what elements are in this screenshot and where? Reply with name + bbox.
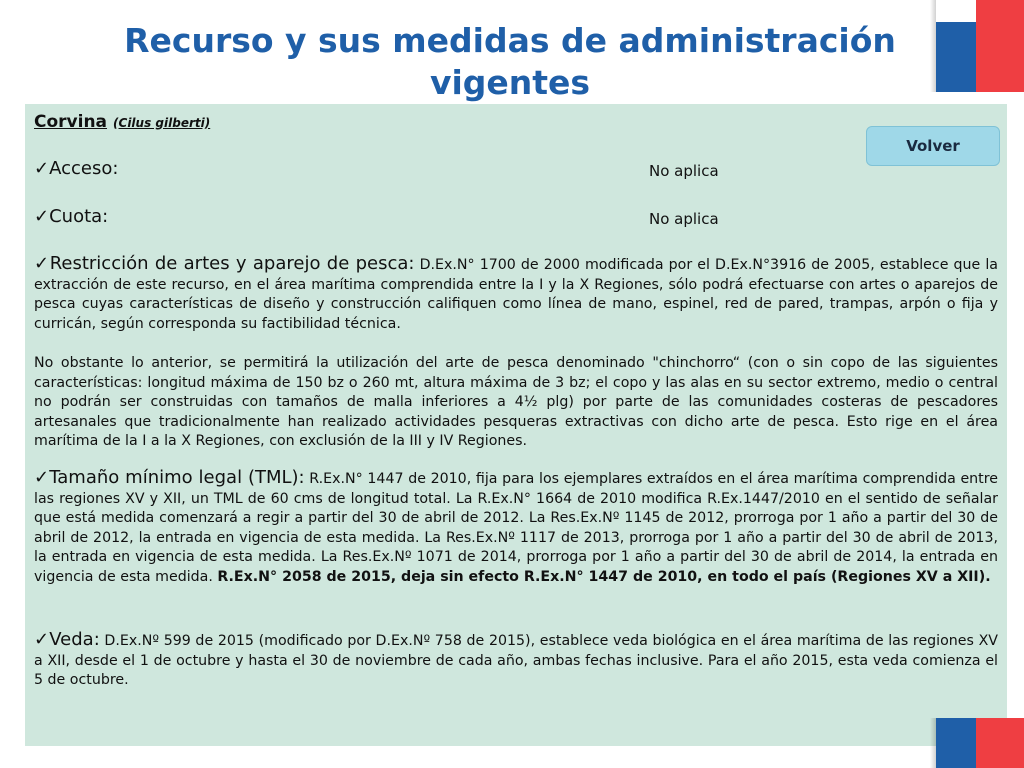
checkmark-icon: ✓ (34, 158, 50, 179)
acceso-row (34, 158, 719, 180)
species-heading (34, 112, 998, 132)
veda-lead: Veda: (49, 629, 100, 650)
species-common-name: Corvina (34, 112, 108, 132)
no-obstante-paragraph: No obstante lo anterior, se permitirá la utilización del arte de pesca denominado "chinchorro“ (con o sin copo de las siguientes características: longitud máxima de 150 bz o 260 mt, altura máxima de 3 bz; el copo y las alas en su sector extremo, medio o central no podrán ser construidas con tamaños de malla inferiores a 4½ plg) por parte de las comunidades costeras de pescadores artesanales que tradicionalmente han realizado actividades pesqueras extractivas con dicho arte de pesca. Esto rige en el área marítima de la I a la X Regiones, con exclusión de la III y IV Regiones. (34, 355, 998, 449)
acceso-value: No aplica (649, 162, 719, 180)
tml-paragraph (34, 468, 998, 587)
veda-text: D.Ex.Nº 599 de 2015 (modificado por D.Ex.Nº 758 de 2015), establece veda biológica en el área marítima de las regiones XV a XII, desde el 1 de octubre y hasta el 30 de noviembre de cada año, ambas fechas inclusive. Para el año 2015, esta veda comienza el 5 de octubre. (34, 633, 998, 688)
chile-flag-decoration-bottom (936, 718, 1024, 768)
restriccion-text: D.Ex.N° 1700 de 2000 modificada por el D.Ex.N°3916 de 2005, establece que la extracción de este recurso, en el área marítima comprendida entre la I y la X Regiones, sólo podrá efectuarse con artes o aparejos de pesca cuyas características de diseño y construcción califiquen como línea de mano, espinel, red de pared, trampas, arpón o fija y curricán, según corresponda su factibilidad técnica. (34, 257, 998, 332)
tml-text: R.Ex.N° 1447 de 2010, fija para los ejemplares extraídos en el área marítima comprendida entre las regiones XV y XII, un TML de 60 cms de longitud total. La R.Ex.N° 1664 de 2010 modifica R.Ex.1447/2010 en el sentido de señalar que está medida comenzará a regir a partir del 30 de abril de 2012. La Res.Ex.Nº 1145 de 2012, prorroga por 1 año a partir del 30 de abril de 2012, la entrada en vigencia de esta medida. La Res.Ex.Nº 1117 de 2013, prorroga por 1 año a partir del 30 de abril de 2013, la entrada en vigencia de esta medida. La Res.Ex.Nº 1071 de 2014, prorroga por 1 año a partir del 30 de abril de 2014, la entrada en vigencia de esta medida. (34, 471, 998, 585)
cuota-label: Cuota: (49, 206, 109, 227)
species-scientific-name: (Cilus gilberti) (113, 116, 211, 130)
tml-lead: Tamaño mínimo legal (TML): (49, 467, 305, 488)
veda-paragraph (34, 630, 998, 691)
checkmark-icon: ✓ (34, 253, 50, 274)
tml-bold-text: R.Ex.N° 2058 de 2015, deja sin efecto R.Ex.N° 1447 de 2010, en todo el país (Regiones XV a XII). (217, 568, 991, 585)
acceso-label: Acceso: (49, 158, 119, 179)
cuota-value: No aplica (649, 210, 719, 228)
cuota-row (34, 206, 719, 228)
content-panel (25, 104, 1007, 746)
restriccion-lead: Restricción de artes y aparejo de pesca: (49, 253, 415, 274)
checkmark-icon: ✓ (34, 206, 50, 227)
checkmark-icon: ✓ (34, 629, 50, 650)
chile-flag-decoration-top (936, 0, 1024, 92)
checkmark-icon: ✓ (34, 467, 50, 488)
restriccion-paragraph (34, 254, 998, 334)
volver-button[interactable]: Volver (866, 126, 1000, 166)
page-title: Recurso y sus medidas de administración vigentes (124, 21, 896, 102)
